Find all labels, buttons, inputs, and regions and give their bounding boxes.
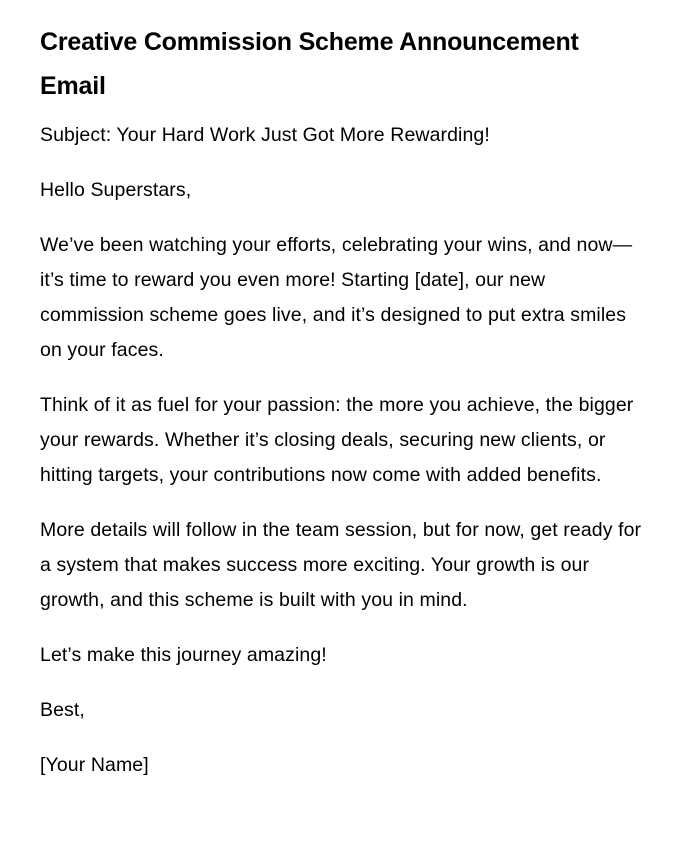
email-subject: Subject: Your Hard Work Just Got More Rewarding! xyxy=(40,124,490,146)
document-title: Creative Commission Scheme Announcement Email xyxy=(40,28,579,100)
email-document xyxy=(40,20,650,803)
email-closing-line: Let’s make this journey amazing! xyxy=(40,644,327,666)
email-paragraph-details: More details will follow in the team session, but for now, get ready for a system that makes success more exciting. Your growth is our growth, and this scheme is built with you in mind. xyxy=(40,519,642,611)
email-paragraph-motivation: Think of it as fuel for your passion: the more you achieve, the bigger your rewards. Whether it’s closing deals, securing new clients, or hitting targets, your contributions now come with added benefits. xyxy=(40,394,634,486)
email-signature: [Your Name] xyxy=(40,754,149,776)
email-paragraph-intro: We’ve been watching your efforts, celebrating your wins, and now—it’s time to reward you even more! Starting [date], our new commission scheme goes live, and it’s designed to put extra smiles on your faces. xyxy=(40,234,633,361)
email-greeting: Hello Superstars, xyxy=(40,179,192,201)
email-sign-off: Best, xyxy=(40,699,85,721)
